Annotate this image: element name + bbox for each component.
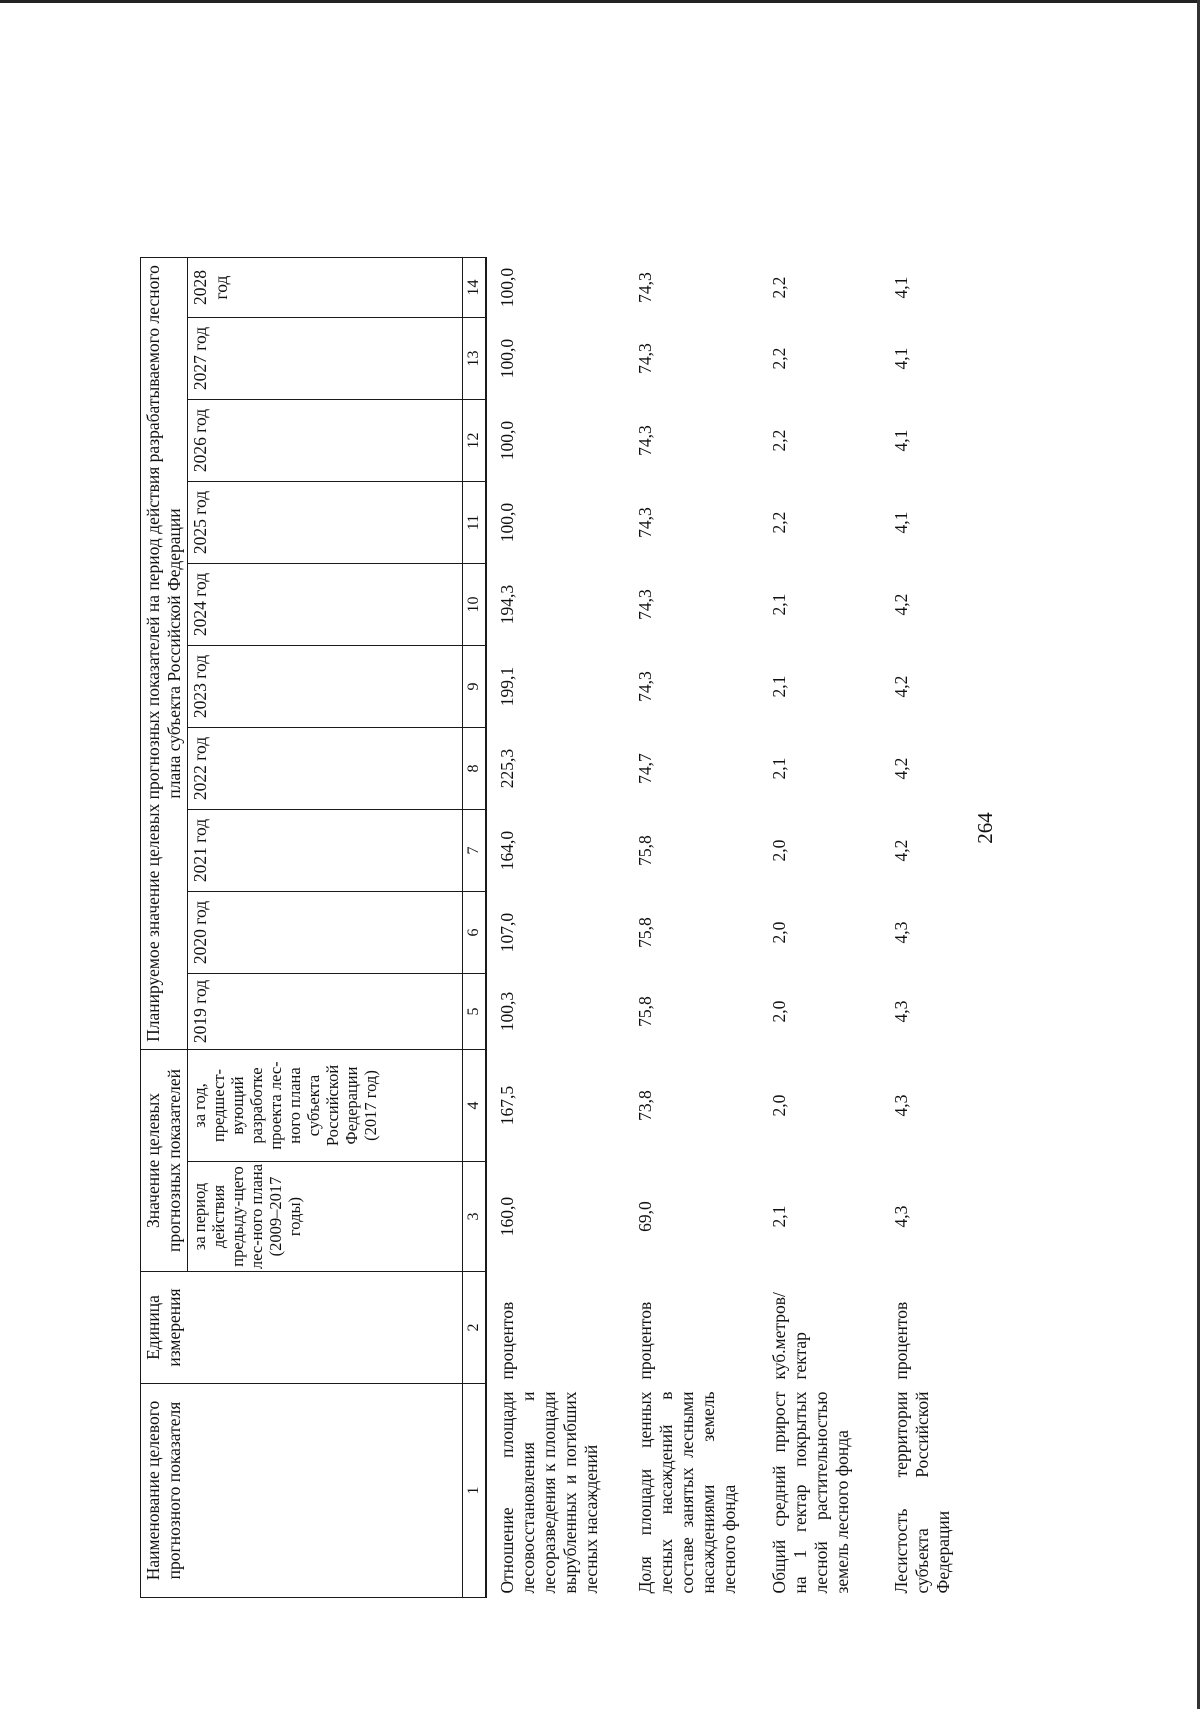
table-row xyxy=(881,258,989,1598)
value-cell: 100,3 xyxy=(497,991,517,1032)
column-number: 4 xyxy=(463,1050,487,1162)
value-cell: 69,0 xyxy=(635,1201,655,1232)
scan-edge-top xyxy=(0,0,1200,3)
value-cell: 75,8 xyxy=(635,917,655,948)
header-planned-group: Планируемое значение целевых прогнозных показателей на период действия разрабатываемого лесного плана субъекта Российской Федерации xyxy=(141,258,188,1050)
value-cell: 75,8 xyxy=(635,835,655,866)
header-row-1 xyxy=(141,258,188,1598)
column-number-row xyxy=(463,258,487,1598)
header-indicator-name: Наименование целевого прогнозного показателя xyxy=(141,1384,463,1598)
value-cell: 4,2 xyxy=(891,839,911,862)
column-number: 14 xyxy=(463,258,487,318)
value-cell: 2,2 xyxy=(769,276,789,299)
value-cell: 74,3 xyxy=(635,343,655,374)
value-cell: 194,3 xyxy=(497,584,517,625)
value-cell: 2,2 xyxy=(769,511,789,534)
table-row xyxy=(625,258,759,1598)
value-cell: 74,7 xyxy=(635,753,655,784)
value-cell: 2,2 xyxy=(769,429,789,452)
value-cell: 164,0 xyxy=(497,830,517,871)
value-cell: 4,3 xyxy=(891,1000,911,1023)
value-cell: 4,3 xyxy=(891,921,911,944)
header-year: 2021 год xyxy=(188,810,463,892)
value-cell: 2,0 xyxy=(769,1000,789,1023)
value-cell: 4,1 xyxy=(891,429,911,452)
indicator-unit: куб.метров/ гектар xyxy=(769,1292,810,1380)
column-number: 2 xyxy=(463,1272,487,1384)
column-number: 9 xyxy=(463,646,487,728)
value-cell: 4,1 xyxy=(891,276,911,299)
table-row xyxy=(759,258,881,1598)
header-value-group: Значение целевых прогнозных показателей xyxy=(141,1050,188,1272)
column-number: 1 xyxy=(463,1384,487,1598)
page-number: 264 xyxy=(973,812,997,844)
value-cell: 73,8 xyxy=(635,1090,655,1121)
column-number: 3 xyxy=(463,1162,487,1272)
header-year: 2024 год xyxy=(188,564,463,646)
value-cell: 2,2 xyxy=(769,347,789,370)
value-cell: 74,3 xyxy=(635,425,655,456)
value-cell: 160,0 xyxy=(497,1196,517,1237)
column-number: 13 xyxy=(463,318,487,400)
value-cell: 100,0 xyxy=(497,502,517,543)
value-cell: 74,3 xyxy=(635,272,655,303)
value-cell: 4,2 xyxy=(891,675,911,698)
value-cell: 4,2 xyxy=(891,757,911,780)
header-year: 2020 год xyxy=(188,892,463,974)
indicator-name: Доля площади ценных лесных насаждений в составе занятых лесными насаждениями земель лесного фонда xyxy=(635,1391,739,1594)
indicators-table xyxy=(140,257,989,1598)
column-number: 7 xyxy=(463,810,487,892)
column-number: 8 xyxy=(463,728,487,810)
header-year: 2022 год xyxy=(188,728,463,810)
value-cell: 4,1 xyxy=(891,347,911,370)
value-cell: 100,0 xyxy=(497,338,517,379)
table-row xyxy=(486,258,625,1598)
indicator-name: Общий средний прирост на 1 гектар покрытых лесной растительностью земель лесного фонда xyxy=(769,1391,852,1594)
value-cell: 2,0 xyxy=(769,1094,789,1117)
header-year: 2025 год xyxy=(188,482,463,564)
value-cell: 4,3 xyxy=(891,1094,911,1117)
column-number: 5 xyxy=(463,974,487,1050)
value-cell: 167,5 xyxy=(497,1085,517,1126)
header-year: 2023 год xyxy=(188,646,463,728)
value-cell: 74,3 xyxy=(635,507,655,538)
value-cell: 225,3 xyxy=(497,748,517,789)
value-cell: 2,0 xyxy=(769,921,789,944)
indicator-name: Лесистость территории субъекта Российской Федерации xyxy=(891,1391,953,1594)
header-prev-plan-period: за период действия предыду-щего лес-ного плана (2009–2017 годы) xyxy=(188,1162,463,1272)
value-cell: 2,1 xyxy=(769,757,789,780)
value-cell: 107,0 xyxy=(497,912,517,953)
indicator-name: Отношение площади лесовосстановления и лесоразведения к площади вырубленных и погибших лесных насаждений xyxy=(497,1391,601,1594)
header-year: 2027 год xyxy=(188,318,463,400)
value-cell: 2,1 xyxy=(769,1205,789,1228)
rotated-landscape-page xyxy=(140,28,1060,1628)
value-cell: 74,3 xyxy=(635,589,655,620)
header-year: 2028 год xyxy=(188,258,463,318)
value-cell: 2,0 xyxy=(769,839,789,862)
value-cell: 75,8 xyxy=(635,996,655,1027)
column-number: 11 xyxy=(463,482,487,564)
column-number: 12 xyxy=(463,400,487,482)
value-cell: 199,1 xyxy=(497,666,517,707)
value-cell: 2,1 xyxy=(769,593,789,616)
header-year: 2026 год xyxy=(188,400,463,482)
value-cell: 2,1 xyxy=(769,675,789,698)
indicator-unit: процентов xyxy=(635,1301,655,1380)
value-cell: 4,1 xyxy=(891,511,911,534)
header-year: 2019 год xyxy=(188,974,463,1050)
indicator-unit: процентов xyxy=(891,1301,911,1380)
header-unit: Единица измерения xyxy=(141,1272,463,1384)
column-number: 10 xyxy=(463,564,487,646)
indicator-unit: процентов xyxy=(497,1301,517,1380)
value-cell: 4,3 xyxy=(891,1205,911,1228)
value-cell: 100,0 xyxy=(497,420,517,461)
value-cell: 74,3 xyxy=(635,671,655,702)
column-number: 6 xyxy=(463,892,487,974)
value-cell: 4,2 xyxy=(891,593,911,616)
header-prev-year: за год, предшест-вующий разработке проекта лес-ного плана субъекта Российской Федерации (2017 год) xyxy=(188,1050,463,1162)
value-cell: 100,0 xyxy=(497,267,517,308)
